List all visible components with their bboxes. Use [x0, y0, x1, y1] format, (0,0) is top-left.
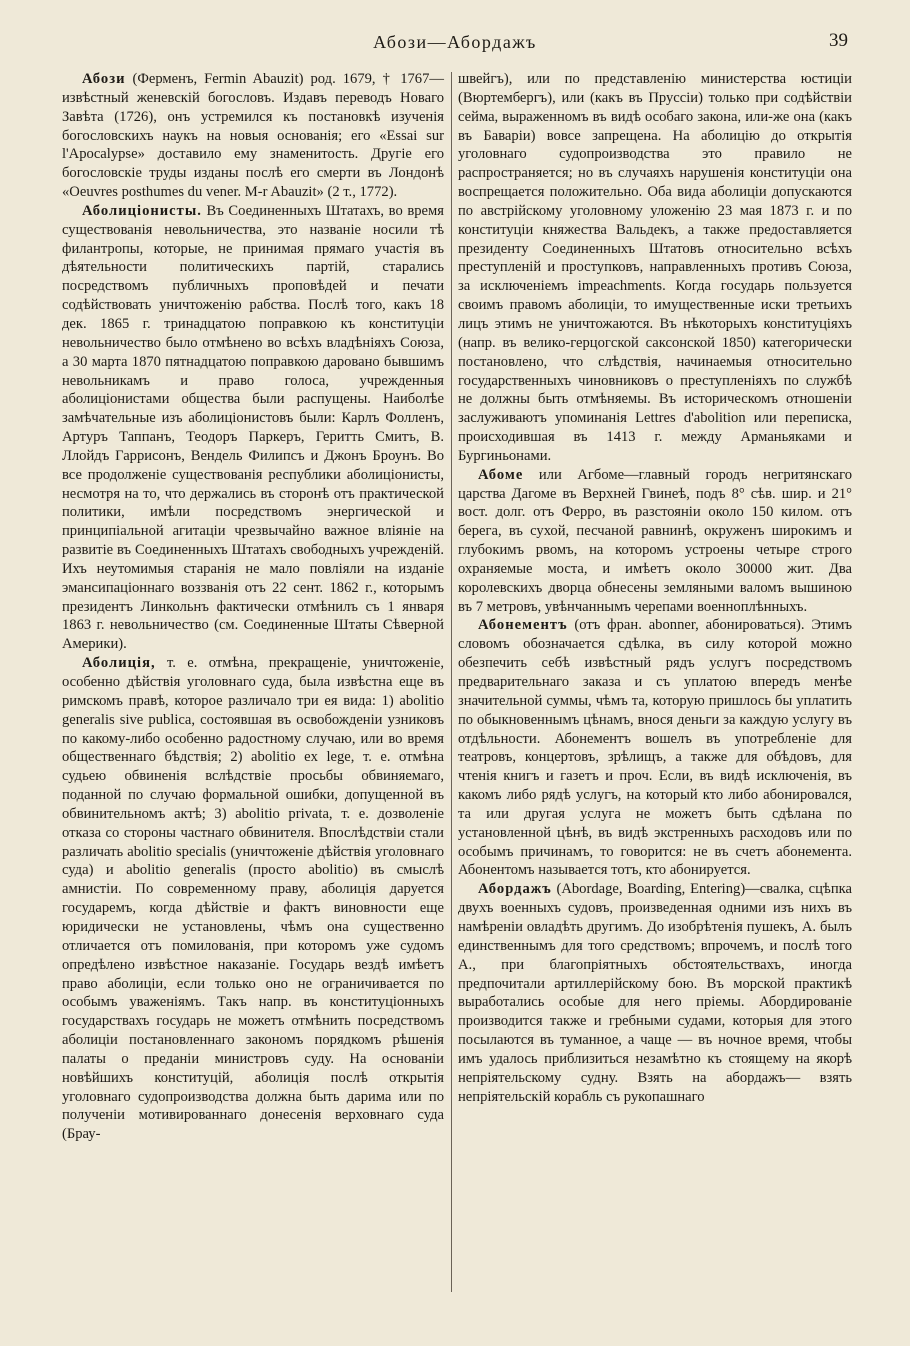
page-title: Абози—Абордажъ	[373, 32, 537, 52]
entry-text: (Abordage, Boarding, Entering)—свалка, сцѣпка двухъ военныхъ судовъ, произведенная одними изъ нихъ въ намѣреніи овладѣть другимъ. До изобрѣтенія пушекъ, А. былъ единственнымъ для того средствомъ; впрочемъ, и послѣ того А., при благопріятныхъ обстоятельствахъ, иногда предпочитали артиллерійскому бою. Въ морской практикѣ выработались особые для него пріемы. Абордированіе производится также и гребными судами, которыя для этого посылаются въ туманное, а чаще — въ ночное время, чтобы имъ удалось приблизиться незамѣтно къ стоящему на якорѣ непріятельскому судну. Взять на абордажъ— взять непріятельскій корабль съ рукопашнаго	[458, 881, 852, 1105]
entry-abolitsiya	[62, 654, 444, 1144]
right-column	[458, 70, 852, 1106]
entry-headword: Абонементъ	[478, 617, 568, 634]
entry-headword: Аболиція,	[82, 655, 156, 672]
page-number: 39	[829, 30, 848, 51]
entry-text: швейгъ), или по представленію министерства юстиціи (Вюртембергъ), или (какъ въ Пруссіи) только при содѣйствіи сейма, выраженномъ въ видѣ особаго закона, или-же она (какъ въ Баваріи) вовсе запрещена. На аболицію до открытія уголовнаго судопроизводства это правило не распространяется; но въ случаяхъ нарушенія конституціи она воспрещается положительно. Оба вида аболиціи допускаются по австрійскому уголовному уложенію 23 мая 1873 г. и по конституціи княжества Вальдекъ, а также предоставляется президенту Соединенныхъ Штатовъ относительно всѣхъ преступленій и проступковъ, направленныхъ противъ Союза, за исключеніемъ impeachments. Когда государь пользуется своимъ правомъ аболиціи, то имущественные иски третьихъ лицъ этимъ не уничтожаются. Въ нѣкоторыхъ конституціяхъ (напр. въ велико-герцогской саксонской 1850) категорически постановлено, что слѣдствія, начинаемыя относительно государственныхъ чиновниковъ о преступленіяхъ по службѣ не должны быть отмѣняемы. Въ историческомъ отношеніи заслуживаютъ упоминанія Lettres d'abolition или переписка, происходившая въ 1413 г. между Арманьяками и Бургиньонами.	[458, 71, 852, 464]
entry-headword: Аболиціонисты.	[82, 202, 202, 219]
entry-text: (Ферменъ, Fermin Abauzit) род. 1679, † 1767—извѣстный женевскій богословъ. Издавъ переводъ Новаго Завѣта (1726), онъ устремился къ постановкѣ изученія богословскихъ наукъ на новыя основанія; его «Essai sur l'Apocalypse» доставило ему знаменитость. Другіе его богословскіе труды изданы послѣ его смерти въ Лондонѣ «Oeuvres posthumes du vener. M-r Abauzit» (2 т., 1772).	[62, 71, 444, 201]
entry-abome	[458, 466, 852, 617]
running-header	[0, 32, 910, 62]
entry-headword: Абоме	[478, 466, 524, 483]
entry-text: или Агбоме—главный городъ негритянскаго царства Дагоме въ Верхней Гвинеѣ, подъ 8° сѣв. шир. и 21° вост. долг. отъ Ферро, въ разстояніи около 150 килом. отъ берега, въ сухой, песчаной равнинѣ, окруженъ широкимъ и глубокимъ рвомъ, на которомъ устроены четыре строго охраняемые моста, и имѣетъ около 30000 жит. Два королевскихъ дворца обнесены земляными валомъ вышиною въ 7 метровъ, увѣнчаннымъ черепами военноплѣнныхъ.	[458, 466, 852, 615]
entry-abonement	[458, 616, 852, 880]
entry-text: (отъ фран. abonner, абонироваться). Этимъ словомъ обозначается сдѣлка, въ силу которой можно обезпечить себѣ извѣстный рядъ услугъ посредствомъ предварительнаго заказа и съ уплатою впередъ менѣе значительной суммы, чѣмъ та, которую пришлось бы уплатить по обыкновеннымъ цѣнамъ, внося деньги за каждую услугу въ отдѣльности. Абонементъ вошелъ въ употребленіе для театровъ, концертовъ, зрѣлищъ, а также для обѣдовъ, для чтенія книгъ и газетъ и проч. Если, въ видѣ исключенія, въ какомъ либо рядѣ услугъ, на который кто либо абонировался, та или другая услуга не можетъ быть сдѣлана по установленной цѣнѣ, въ видѣ экстренныхъ расходовъ или по особымъ причинамъ, то говорится: не въ счетъ абонемента. Абонентомъ называется тотъ, кто абонируется.	[458, 617, 852, 879]
entry-abordazh	[458, 880, 852, 1106]
left-column	[62, 70, 444, 1144]
entry-text: Въ Соединенныхъ Штатахъ, во время существованія невольничества, это названіе носили тѣ филантропы, которые, не принимая прямаго участія въ дѣятельности политическихъ партій, старались посредствомъ публичныхъ проповѣдей и печати содѣйствовать уничтоженію рабства. Послѣ того, какъ 18 дек. 1865 г. тринадцатою поправкою къ конституціи невольничество было отмѣнено во всѣхъ владѣніяхъ Союза, а 30 марта 1870 пятнадцатою поправкою даровано бывшимъ невольникамъ и право голоса, учрежденныя аболиціонистами общества были распущены. Наиболѣе замѣчательные изъ аболиціонистовъ были: Карлъ Фолленъ, Артуръ Таппанъ, Теодоръ Паркеръ, Геритть Смитъ, В. Ллойдъ Гаррисонъ, Вендель Филипсъ и Джонъ Броунъ. Во все продолженіе существованія республики аболиціонисты, несмотря на то, что держались въ сторонѣ отъ практической политики, имѣли посредствомъ энергической и принципіальной агитаціи чрезвычайно важное вліяніе на развитіе въ Соединенныхъ Штатахъ свободныхъ учрежденій. Ихъ неутомимыя старанія не мало повліяли на изданіе эмансипаціоннаго воззванія отъ 22 сент. 1862 г., которымъ президентъ Линкольнъ фактически отмѣнилъ съ 1 января 1863 г. невольничество (см. Соединенные Штаты Сѣверной Америки).	[62, 202, 444, 653]
entry-abozi	[62, 70, 444, 202]
entry-abolitsionisty	[62, 202, 444, 654]
entry-abolitsiya-continued	[458, 70, 852, 466]
entry-text: т. е. отмѣна, прекращеніе, уничтоженіе, особенно дѣйствія уголовнаго суда, была извѣстна еще въ римскомъ правѣ, которое различало три ея вида: 1) abolitio generalis sive publica, состоявшая въ освобожденіи узниковъ по какому-либо особенно радостному случаю, или во время общественнаго бѣдствія; 2) abolitio ex lege, т. е. отмѣна судьею обвиненія вслѣдствіе просьбы обвиняемаго, поданной по случаю формальной ошибки, допущенной въ обвинительномъ актѣ; 3) abolitio privata, т. е. дозволеніе отказа со стороны частнаго обвинителя. Впослѣдствіи стали различать abolitio specialis (уничтоженіе дѣйствія уголовнаго суда) и abolitio generalis (просто abolitio) въ смыслѣ амнистіи. По современному праву, аболиція даруется государемъ, когда дѣйствіе и фактъ виновности еще юридически не установлены, чѣмъ она существенно отличается отъ помилованія, при которомъ уже судомъ опредѣлено извѣстное наказаніе. Государь вездѣ имѣетъ право аболиціи, если только оно не ограничивается по особымъ уваженіямъ. Такъ напр. въ конституціонныхъ государствахъ государь не можетъ отмѣнить посредствомъ аболиціи постановленнаго закономъ порядкомъ рѣшенія палаты о преданіи министровъ суду. На основаніи новѣйшихъ конституцій, аболиція послѣ открытія уголовнаго судопроизводства должна быть дарима или по полученіи мотивированнаго донесенія верховнаго суда (Брау-	[62, 655, 444, 1143]
entry-headword: Абози	[82, 71, 126, 87]
column-divider	[451, 72, 452, 1292]
entry-headword: Абордажъ	[478, 881, 552, 898]
